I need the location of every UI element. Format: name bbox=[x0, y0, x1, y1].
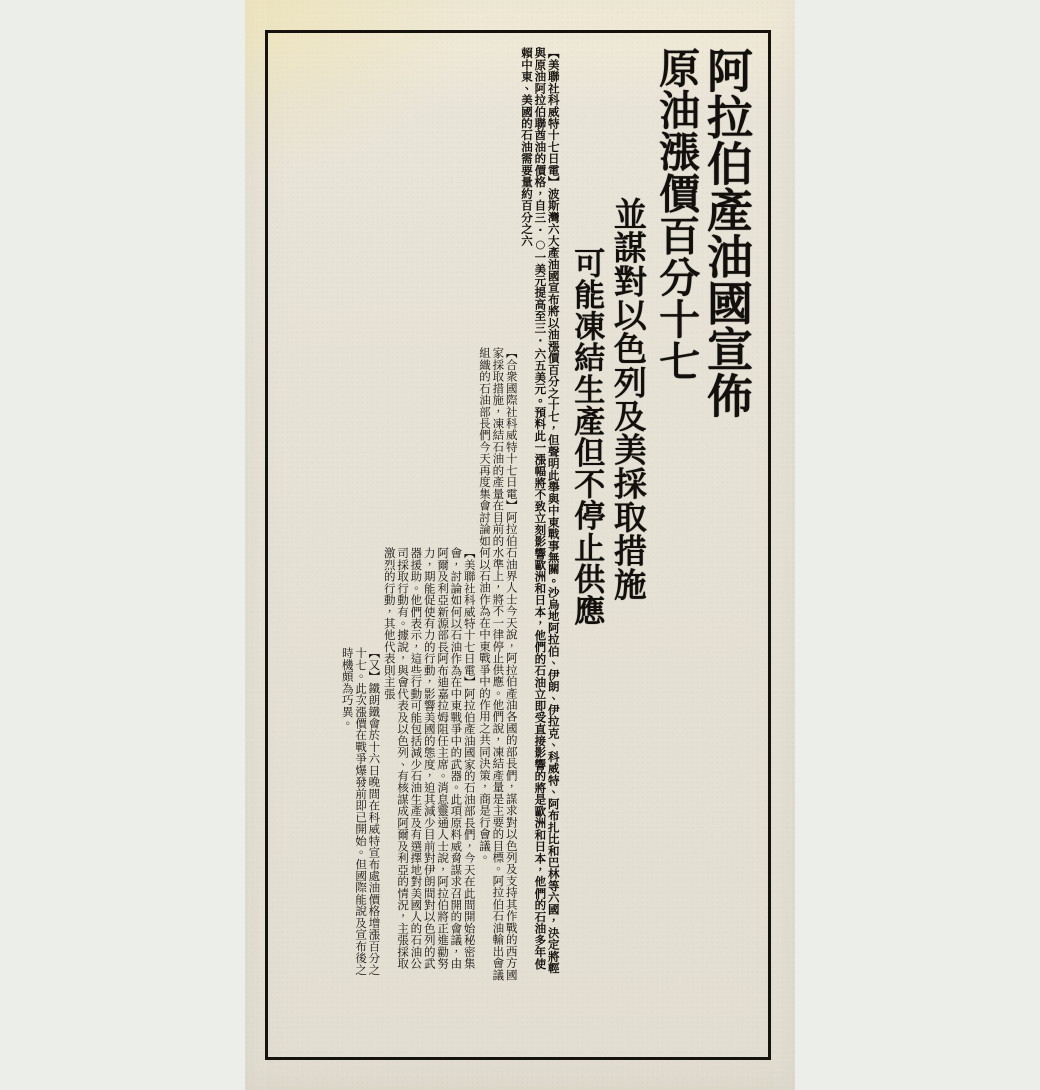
headline-group bbox=[570, 47, 752, 807]
body-column-group bbox=[340, 47, 559, 987]
headline-main: 阿拉伯產油國宣佈 bbox=[700, 47, 754, 419]
newspaper-clipping bbox=[245, 0, 795, 1090]
headline-subheading-measures: 並謀對以色列及美採取措施 bbox=[608, 197, 648, 601]
body-column-2: 【合衆國際社科威特十七日電】阿拉伯石油界人士今天說，阿拉伯產油各國的部長們，謀求對以色列及支持其作戰的西方國家採取措施，凍結石油的產量在目前的水準上，將不一律停止供應。他們說，凍結產量是主要的目標。阿拉伯石油輸出會議組織的石油部長們今天再度集會討論如何以石油作為在中東戰爭中的作用之共同決策，商是行會議。 bbox=[478, 347, 519, 981]
body-column-3: 【美聯社科威特十七日電】阿拉伯產油國家的石油部長們，今天在此間開始秘密集會，討論如何以石油作為在中東戰爭中的武器。此項原料威脅謀求召開的會議，由阿爾及利亞新源部長阿布迪嘉拉姆阻任主席。消息靈通人士說，阿拉伯將正進勸努力，期能促使有力的行動，影響美國的態度，迫其減少目前對伊朗間對以色列的武器援助。他們表示，這些行動可能包括減少石油生產及有選擇地對美國人的石油公司採取行動有。據說，與會代表及以色列、有核謀成阿爾及利亞的情況，主張採取激烈的行動，其他代表則主張 bbox=[382, 547, 477, 970]
headline-subheading-price: 原油漲價百分十七 bbox=[652, 47, 701, 382]
article-frame bbox=[265, 30, 771, 1060]
headline-subheading-supply: 可能凍結生產但不停止供應 bbox=[568, 247, 605, 627]
body-column-4: 【又】鐵朗鐵會於十六日晚間在科威特宣布處油價格增漲百分之十七。此次漲價在戰爭爆發前即已開始。但國際能說及宣布後之時機頗為巧異。 bbox=[340, 647, 382, 976]
article-body bbox=[268, 33, 768, 1057]
clipping-left-margin bbox=[245, 0, 267, 1090]
body-column-1: 【美聯社科威特十七日電】波斯灣六大產油國宣布將以油漲價百分之十七，但聲明此舉與中東戰事無關。沙烏地阿拉伯、伊朗、伊拉克、科威特、阿布扎比和巴林等六國，決定將輕與原油阿拉伯聯酋油的價格，自三‧○一美元提高至三‧六五美元。預料此一漲幅將不致立刻影響歐洲和日本，他們的石油立即受直接影響的將是歐洲和日本，他們的石油多年使賴中東、美國的石油需要量約百分之六 bbox=[520, 47, 561, 974]
clipping-right-margin bbox=[773, 0, 795, 1090]
